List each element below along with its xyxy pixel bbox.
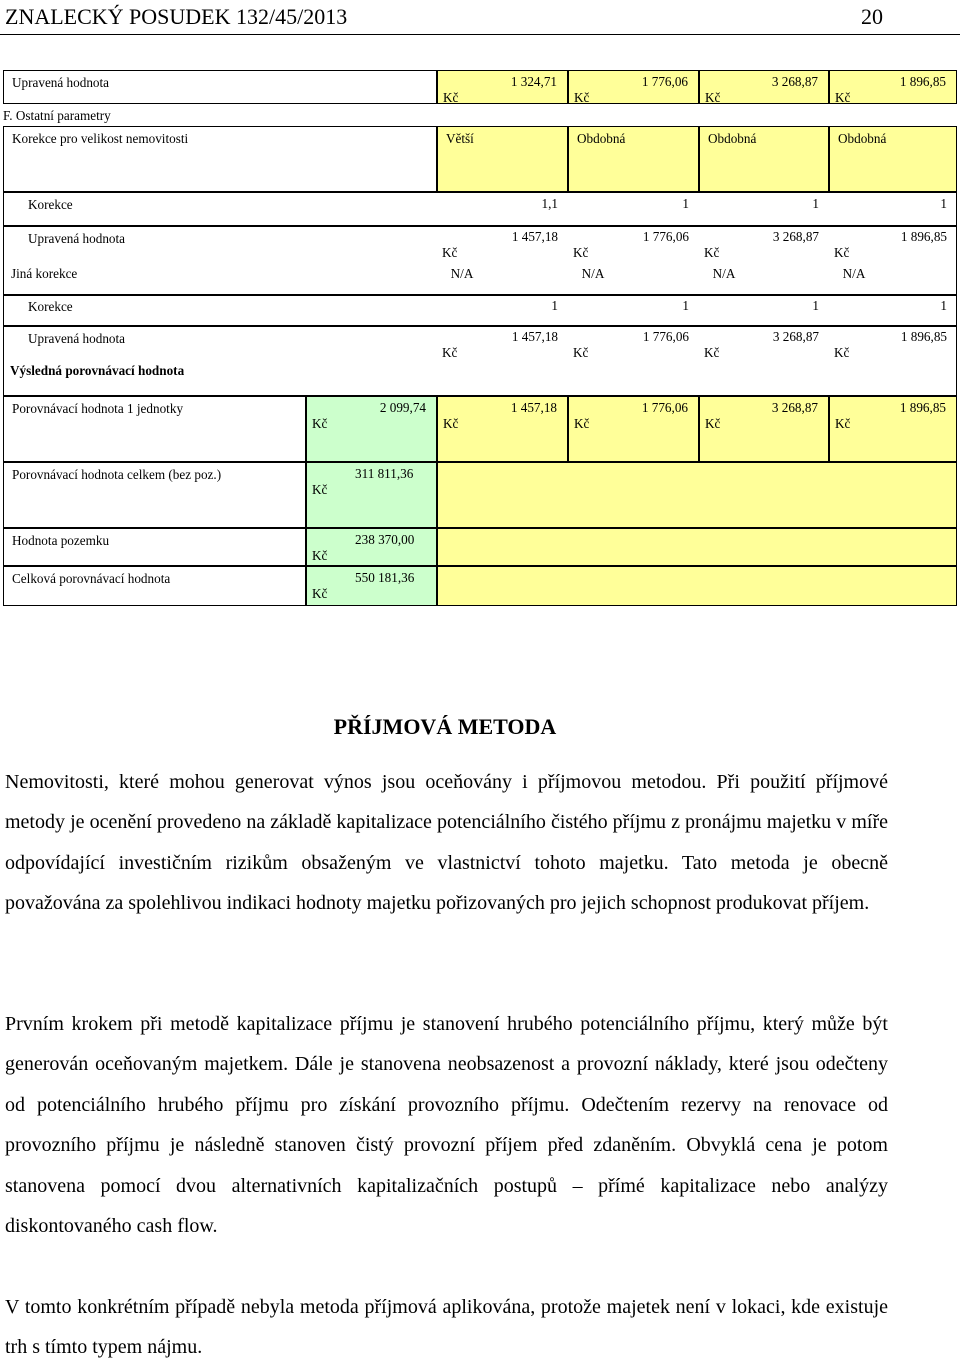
value-cell: 1 <box>682 196 689 211</box>
value-cell: 3 268,87 Kč <box>699 70 829 104</box>
row-label: Upravená hodnota <box>3 326 957 396</box>
value-cell: 1 457,18 Kč <box>442 329 558 360</box>
row-label: Jiná korekce <box>11 266 78 281</box>
paragraph: Prvním krokem při metodě kapitalizace příjmu je stanovení hrubého potenciálního příjmu, který může být generován oceňovaným majetkem. Dále je stanovena neobsazenost a provozní náklady, které jsou odečteny od potenciálního hrubého příjmu pro získání provozního příjmu. Odečtením rezervy na renovace od provozního příjmu je následně stanoven čistý provozní příjem před zdaněním. Obvyklá cena je potom stanovena pomocí dvou alternativních kapitalizačních postupů – přímé kapitalizace nebo analýzy diskontovaného cash flow. <box>5 1013 888 1238</box>
header-rule <box>0 34 960 35</box>
value-cell: 1 <box>940 196 947 211</box>
text-cell: N/A <box>842 266 866 281</box>
text-cell: Větší <box>437 126 568 192</box>
text-cell: N/A <box>450 266 474 281</box>
value-cell: 1 776,06 Kč <box>573 229 689 260</box>
row-label: Upravená hodnota <box>3 70 437 104</box>
paragraph: V tomto konkrétním případě nebyla metoda příjmová aplikována, protože majetek není v lokaci, kde existuje trh s tímto typem nájmu. <box>5 1296 888 1359</box>
row-label: Korekce pro velikost nemovitosti <box>3 126 437 192</box>
value-cell: 1 776,06 Kč <box>568 396 699 462</box>
value-cell: 3 268,87 Kč <box>699 396 829 462</box>
subject-value-cell: 311 811,36 Kč <box>306 462 437 528</box>
section-title: PŘÍJMOVÁ METODA <box>333 714 557 739</box>
subject-value-cell: 550 181,36 Kč <box>306 566 437 606</box>
document-title: ZNALECKÝ POSUDEK 132/45/2013 <box>5 4 348 29</box>
empty-cell <box>437 528 957 566</box>
text-cell: N/A <box>581 266 605 281</box>
text-cell: N/A <box>712 266 736 281</box>
value-cell: 1 776,06 Kč <box>568 70 699 104</box>
value-cell: 1,1 <box>541 196 558 211</box>
row-label: Upravená hodnota <box>3 226 957 296</box>
row-label: Porovnávací hodnota 1 jednotky <box>3 396 306 462</box>
row-label: Porovnávací hodnota celkem (bez poz.) <box>3 462 306 528</box>
value-cell: 3 268,87 Kč <box>704 229 819 260</box>
page-number: 20 <box>861 4 883 29</box>
empty-cell <box>437 462 957 528</box>
value-cell: 1 <box>812 196 819 211</box>
value-cell: 1 896,85 Kč <box>829 70 957 104</box>
value-cell: 1 <box>812 298 819 313</box>
subject-value-cell: 238 370,00 Kč <box>306 528 437 566</box>
row-label: Hodnota pozemku <box>3 528 306 566</box>
value-cell: 1 776,06 Kč <box>573 329 689 360</box>
value-cell: 1 896,85 Kč <box>834 229 947 260</box>
section-label: Výsledná porovnávací hodnota <box>10 363 185 378</box>
text-cell: Obdobná <box>568 126 699 192</box>
value-cell: 1 457,18 Kč <box>442 229 558 260</box>
paragraph: Nemovitosti, které mohou generovat výnos jsou oceňovány i příjmovou metodou. Při použití příjmové metody je ocenění provedeno na základě kapitalizace potenciálního čistého příjmu z pronájmu majetku v míře odpovídající investičním rizikům obsaženým ve vlastnictví tohoto majetku. Tato metoda je obecně považována za spolehlivou indikaci hodnoty majetku pořizovaných pro jejich schopnost produkovat příjem. <box>5 771 888 915</box>
value-cell: 1 896,85 Kč <box>834 329 947 360</box>
text-cell: Obdobná <box>699 126 829 192</box>
row-label: Korekce <box>3 294 957 326</box>
row-label: Korekce <box>3 192 957 226</box>
row-label: Celková porovnávací hodnota <box>3 566 306 606</box>
empty-cell <box>437 566 957 606</box>
section-label: F. Ostatní parametry <box>3 108 111 123</box>
value-cell: 1 <box>682 298 689 313</box>
value-cell: 3 268,87 Kč <box>704 329 819 360</box>
value-cell: 1 896,85 Kč <box>829 396 957 462</box>
value-cell: 1 <box>551 298 558 313</box>
value-cell: 1 324,71 Kč <box>437 70 568 104</box>
text-cell: Obdobná <box>829 126 957 192</box>
value-cell: 1 <box>940 298 947 313</box>
subject-value-cell: 2 099,74 Kč <box>306 396 437 462</box>
value-cell: 1 457,18 Kč <box>437 396 568 462</box>
